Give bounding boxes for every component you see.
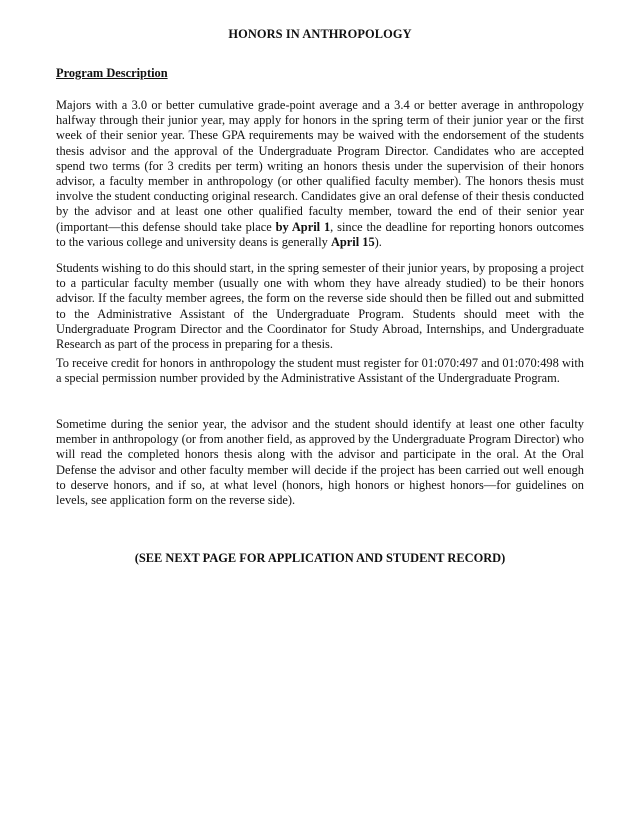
reporting-deadline-date: April 15: [330, 234, 375, 249]
next-page-note: (SEE NEXT PAGE FOR APPLICATION AND STUDENT RECORD): [134, 551, 506, 565]
paragraph-eligibility: [56, 98, 584, 250]
defense-deadline-date: by April 1: [275, 219, 331, 234]
paragraph-eligibility-text-middle: , since the deadline for reporting honors outcomes to the various college and university deans is generally: [56, 219, 584, 249]
paragraph-eligibility-text-end: ).: [374, 234, 382, 249]
section-heading-program-description: Program Description: [56, 66, 168, 80]
paragraph-oral-defense: Sometime during the senior year, the advisor and the student should identify at least one other faculty member in anthropology (or from another field, as approved by the Undergraduate Program Director) who will read the completed honors thesis along with the advisor and participate in the oral. At the Oral Defense the advisor and other faculty member will decide if the project has been carried out well enough to deserve honors, and if so, at what level (honors, high honors or highest honors—for guidelines on levels, see application form on the reverse side).: [56, 417, 584, 508]
page-title: HONORS IN ANTHROPOLOGY: [228, 27, 412, 41]
paragraph-registration: To receive credit for honors in anthropology the student must register for 01:070:497 and 01:070:498 with a special permission number provided by the Administrative Assistant of the Undergraduate Program.: [56, 356, 584, 386]
paragraph-application-process: Students wishing to do this should start, in the spring semester of their junior years, by proposing a project to a particular faculty member (usually one with whom they have already studied) to be their honors advisor. If the faculty member agrees, the form on the reverse side should then be filled out and submitted to the Administrative Assistant of the Undergraduate Program. Students should meet with the Undergraduate Program Director and the Coordinator for Study Abroad, Internships, and Undergraduate Research as part of the process in preparing for a thesis.: [56, 261, 584, 352]
paragraph-eligibility-text: Majors with a 3.0 or better cumulative grade-point average and a 3.4 or better average in anthropology halfway through their junior year, may apply for honors in the spring term of their junior year or the first week of their senior year. These GPA requirements may be waived with the endorsement of the students thesis advisor and the approval of the Undergraduate Program Director. Candidates who are accepted spend two terms (for 3 credits per term) writing an honors thesis under the supervision of their honors advisor, a faculty member in anthropology (or other qualified faculty member). The honors thesis must involve the student conducting original research. Candidates give an oral defense of their thesis conducted by the advisor and at least one other qualified faculty member, toward the end of their senior year (important—this defense should take place: [56, 98, 584, 234]
